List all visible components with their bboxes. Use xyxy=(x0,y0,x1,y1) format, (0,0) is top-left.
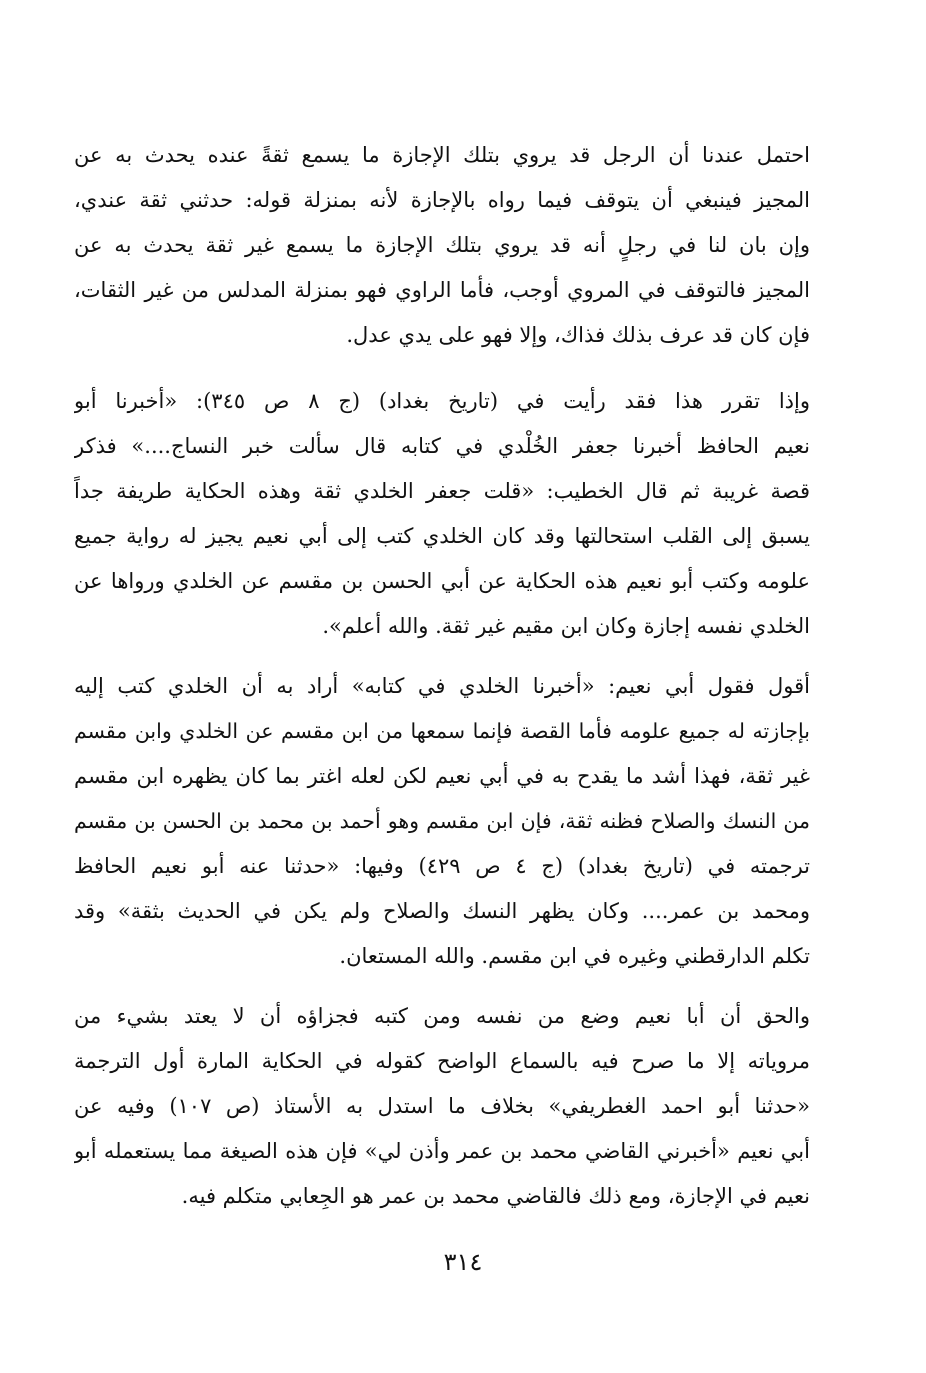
text-line: احتمل عندنا أن الرجل قد يروي بتلك الإجازة ما يسمع ثقةً عنده يحدث به عن xyxy=(74,143,810,167)
page-number: ٣١٤ xyxy=(443,1248,483,1276)
text-line: أقول فقول أبي نعيم: «أخبرنا الخلدي في كتابه» أراد به أن الخلدي كتب إليه xyxy=(74,674,810,698)
text-line: ترجمته في (تاريخ بغداد) (ج ٤ ص ٤٢٩) وفيها: «حدثنا عنه أبو نعيم الحافظ xyxy=(74,854,810,878)
text-line: نعيم الحافظ أخبرنا جعفر الخُلْدي في كتابه قال سألت خبر النساج....» فذكر xyxy=(74,434,810,458)
text-line: ومحمد بن عمر.... وكان يظهر النسك والصلاح ولم يكن في الحديث بثقة» وقد xyxy=(74,899,810,923)
text-line: يسبق إلى القلب استحالتها وقد كان الخلدي كتب إلى أبي نعيم يجيز له رواية جميع xyxy=(74,524,810,548)
text-line: المجيز فالتوقف في المروي أوجب، فأما الراوي فهو بمنزلة المدلس من غير الثقات، xyxy=(74,278,810,302)
text-line: وإذا تقرر هذا فقد رأيت في (تاريخ بغداد) (ج ٨ ص ٣٤٥): «أخبرنا أبو xyxy=(74,389,810,413)
paragraph-2 xyxy=(74,379,810,649)
text-line: والحق أن أبا نعيم وضع من نفسه ومن كتبه فجزاؤه أن لا يعتد بشيء من xyxy=(74,1004,810,1028)
text-line: «حدثنا أبو احمد الغطريفي» بخلاف ما استدل به الأستاذ (ص ١٠٧) وفيه عن xyxy=(74,1094,810,1118)
text-line: الخلدي نفسه إجازة وكان ابن مقيم غير ثقة. والله أعلم». xyxy=(322,614,810,638)
text-line: نعيم في الإجازة، ومع ذلك فالقاضي محمد بن عمر هو الجِعابي متكلم فيه. xyxy=(181,1184,810,1208)
text-line: غير ثقة، فهذا أشد ما يقدح به في أبي نعيم لكن لعله اغتر بما كان يظهره ابن مقسم xyxy=(74,764,810,788)
paragraph-3 xyxy=(74,664,810,979)
paragraph-1 xyxy=(74,133,810,358)
paragraph-4 xyxy=(74,994,810,1219)
text-line: تكلم الدارقطني وغيره في ابن مقسم. والله المستعان. xyxy=(339,944,810,968)
text-line: المجيز فينبغي أن يتوقف فيما رواه بالإجازة لأنه بمنزلة قوله: حدثني ثقة عندي، xyxy=(74,188,810,212)
text-line: مروياته إلا ما صرح فيه بالسماع الواضح كقوله في الحكاية المارة أول الترجمة xyxy=(74,1049,810,1073)
text-line: علومه وكتب أبو نعيم هذه الحكاية عن أبي الحسن بن مقسم عن الخلدي ورواها عن xyxy=(74,569,810,593)
text-line: قصة غريبة ثم قال الخطيب: «قلت جعفر الخلدي ثقة وهذه الحكاية طريفة جداً xyxy=(74,479,810,503)
text-line: أبي نعيم «أخبرني القاضي محمد بن عمر وأذن لي» فإن هذه الصيغة مما يستعمله أبو xyxy=(74,1139,810,1163)
text-line: فإن كان قد عرف بذلك فذاك، وإلا فهو على يدي عدل. xyxy=(346,323,810,347)
text-line: وإن بان لنا في رجلٍ أنه قد يروي بتلك الإجازة ما يسمع غير ثقة يحدث به عن xyxy=(74,233,810,257)
text-line: بإجازته له جميع علومه فأما القصة فإنما سمعها من ابن مقسم عن الخلدي وابن مقسم xyxy=(74,719,810,743)
text-line: من النسك والصلاح فظنه ثقة، فإن ابن مقسم وهو أحمد بن محمد بن الحسن بن مقسم xyxy=(74,809,810,833)
